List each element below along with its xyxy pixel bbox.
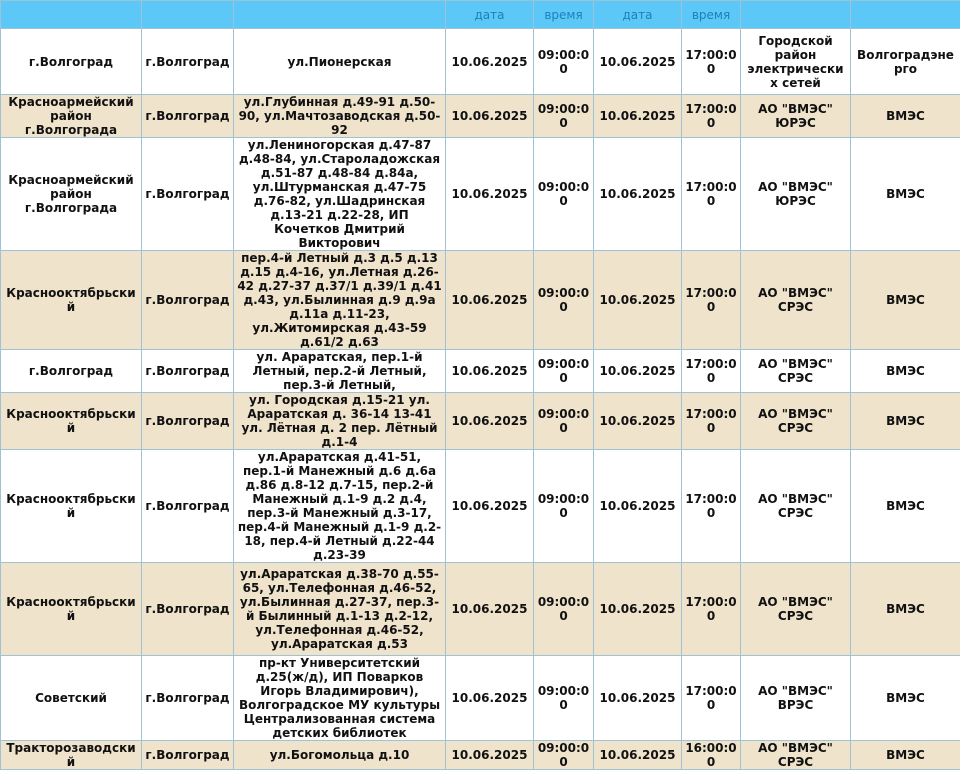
cell-city: г.Волгоград (142, 741, 234, 770)
cell-company: ВМЭС (851, 95, 960, 138)
header-end-date: дата (594, 1, 682, 29)
cell-city: г.Волгоград (142, 95, 234, 138)
table-row (1, 350, 960, 393)
cell-end-date: 10.06.2025 (594, 95, 682, 138)
cell-start-time: 09:00:00 (534, 563, 594, 656)
cell-end-time: 17:00:00 (682, 563, 741, 656)
header-city (142, 1, 234, 29)
cell-streets: ул.Араратская д.41-51, пер.1-й Манежный д.6 д.6а д.86 д.8-12 д.7-15, пер.2-й Манежный д.1-9 д.2 д.4, пер.3-й Манежный д.3-17, пер.4-й Манежный д.1-9 д.2-18, пер.4-й Летный д.22-44 д.23-39 (234, 450, 446, 563)
cell-org: АО "ВМЭС" СРЭС (741, 393, 851, 450)
cell-area: Краснооктябрьский (1, 251, 142, 350)
cell-end-time: 16:00:00 (682, 741, 741, 770)
header-row (1, 1, 960, 29)
cell-org: Городской район электрических сетей (741, 29, 851, 95)
cell-end-time: 17:00:00 (682, 656, 741, 741)
cell-city: г.Волгоград (142, 29, 234, 95)
cell-company: ВМЭС (851, 350, 960, 393)
cell-streets: ул.Лениногорская д.47-87 д.48-84, ул.Староладожская д.51-87 д.48-84 д.84а, ул.Штурманская д.47-75 д.76-82, ул.Шадринская д.13-21 д.22-28, ИП Кочетков Дмитрий Викторович (234, 138, 446, 251)
cell-end-time: 17:00:00 (682, 95, 741, 138)
cell-end-time: 17:00:00 (682, 350, 741, 393)
cell-city: г.Волгоград (142, 656, 234, 741)
cell-area: Тракторозаводский (1, 741, 142, 770)
cell-org: АО "ВМЭС" СРЭС (741, 741, 851, 770)
table-row (1, 741, 960, 770)
cell-end-date: 10.06.2025 (594, 450, 682, 563)
cell-start-time: 09:00:00 (534, 29, 594, 95)
cell-end-time: 17:00:00 (682, 29, 741, 95)
cell-end-date: 10.06.2025 (594, 741, 682, 770)
cell-org: АО "ВМЭС" ВРЭС (741, 656, 851, 741)
cell-start-date: 10.06.2025 (446, 450, 534, 563)
cell-city: г.Волгоград (142, 393, 234, 450)
cell-area: Красноармейский район г.Волгограда (1, 95, 142, 138)
cell-area: Красноармейский район г.Волгограда (1, 138, 142, 251)
cell-streets: ул. Городская д.15-21 ул. Араратская д. 36-14 13-41 ул. Лётная д. 2 пер. Лётный д.1-4 (234, 393, 446, 450)
cell-end-time: 17:00:00 (682, 393, 741, 450)
cell-streets: ул.Пионерская (234, 29, 446, 95)
cell-org: АО "ВМЭС" СРЭС (741, 563, 851, 656)
table-row (1, 251, 960, 350)
cell-city: г.Волгоград (142, 450, 234, 563)
table-row (1, 563, 960, 656)
cell-start-date: 10.06.2025 (446, 563, 534, 656)
cell-start-time: 09:00:00 (534, 741, 594, 770)
cell-end-date: 10.06.2025 (594, 350, 682, 393)
cell-company: Волгоградэнерго (851, 29, 960, 95)
cell-area: г.Волгоград (1, 350, 142, 393)
cell-streets: ул. Араратская, пер.1-й Летный, пер.2-й Летный, пер.3-й Летный, (234, 350, 446, 393)
cell-area: Краснооктябрьский (1, 393, 142, 450)
cell-start-time: 09:00:00 (534, 95, 594, 138)
header-start-date: дата (446, 1, 534, 29)
table-row (1, 393, 960, 450)
cell-org: АО "ВМЭС" ЮРЭС (741, 95, 851, 138)
cell-company: ВМЭС (851, 563, 960, 656)
cell-area: Краснооктябрьский (1, 563, 142, 656)
cell-company: ВМЭС (851, 656, 960, 741)
table-row (1, 450, 960, 563)
cell-start-time: 09:00:00 (534, 656, 594, 741)
cell-company: ВМЭС (851, 741, 960, 770)
cell-start-time: 09:00:00 (534, 393, 594, 450)
header-end-time: время (682, 1, 741, 29)
table-row (1, 656, 960, 741)
cell-city: г.Волгоград (142, 563, 234, 656)
cell-city: г.Волгоград (142, 251, 234, 350)
cell-start-time: 09:00:00 (534, 138, 594, 251)
cell-streets: пр-кт Университетский д.25(ж/д), ИП Поварков Игорь Владимирович), Волгоградское МУ культуры Централизованная система детских библиотек (234, 656, 446, 741)
cell-start-date: 10.06.2025 (446, 251, 534, 350)
cell-end-date: 10.06.2025 (594, 29, 682, 95)
cell-end-date: 10.06.2025 (594, 393, 682, 450)
cell-city: г.Волгоград (142, 350, 234, 393)
cell-company: ВМЭС (851, 138, 960, 251)
cell-start-date: 10.06.2025 (446, 741, 534, 770)
cell-streets: ул.Богомольца д.10 (234, 741, 446, 770)
cell-area: г.Волгоград (1, 29, 142, 95)
header-org (741, 1, 851, 29)
cell-end-time: 17:00:00 (682, 251, 741, 350)
cell-org: АО "ВМЭС" СРЭС (741, 450, 851, 563)
cell-streets: ул.Глубинная д.49-91 д.50-90, ул.Мачтозаводская д.50-92 (234, 95, 446, 138)
cell-end-date: 10.06.2025 (594, 656, 682, 741)
cell-start-time: 09:00:00 (534, 350, 594, 393)
cell-org: АО "ВМЭС" СРЭС (741, 251, 851, 350)
cell-start-time: 09:00:00 (534, 251, 594, 350)
cell-org: АО "ВМЭС" СРЭС (741, 350, 851, 393)
cell-company: ВМЭС (851, 450, 960, 563)
cell-org: АО "ВМЭС" ЮРЭС (741, 138, 851, 251)
cell-start-date: 10.06.2025 (446, 138, 534, 251)
cell-end-time: 17:00:00 (682, 138, 741, 251)
cell-end-time: 17:00:00 (682, 450, 741, 563)
cell-area: Советский (1, 656, 142, 741)
cell-streets: пер.4-й Летный д.3 д.5 д.13 д.15 д.4-16, ул.Летная д.26-42 д.27-37 д.37/1 д.39/1 д.41 д.43, ул.Былинная д.9 д.9а д.11а д.11-23, ул.Житомирская д.43-59 д.61/2 д.63 (234, 251, 446, 350)
table-row (1, 95, 960, 138)
cell-start-date: 10.06.2025 (446, 393, 534, 450)
cell-city: г.Волгоград (142, 138, 234, 251)
cell-end-date: 10.06.2025 (594, 138, 682, 251)
cell-area: Краснооктябрьский (1, 450, 142, 563)
cell-start-date: 10.06.2025 (446, 350, 534, 393)
header-area (1, 1, 142, 29)
cell-end-date: 10.06.2025 (594, 563, 682, 656)
cell-streets: ул.Араратская д.38-70 д.55-65, ул.Телефонная д.46-52, ул.Былинная д.27-37, пер.3-й Былинный д.1-13 д.2-12, ул.Телефонная д.46-52, ул.Араратская д.53 (234, 563, 446, 656)
cell-start-date: 10.06.2025 (446, 656, 534, 741)
cell-start-date: 10.06.2025 (446, 95, 534, 138)
cell-end-date: 10.06.2025 (594, 251, 682, 350)
cell-start-date: 10.06.2025 (446, 29, 534, 95)
cell-company: ВМЭС (851, 393, 960, 450)
header-start-time: время (534, 1, 594, 29)
header-streets (234, 1, 446, 29)
cell-start-time: 09:00:00 (534, 450, 594, 563)
cell-company: ВМЭС (851, 251, 960, 350)
table-row (1, 29, 960, 95)
header-company (851, 1, 960, 29)
table-row (1, 138, 960, 251)
